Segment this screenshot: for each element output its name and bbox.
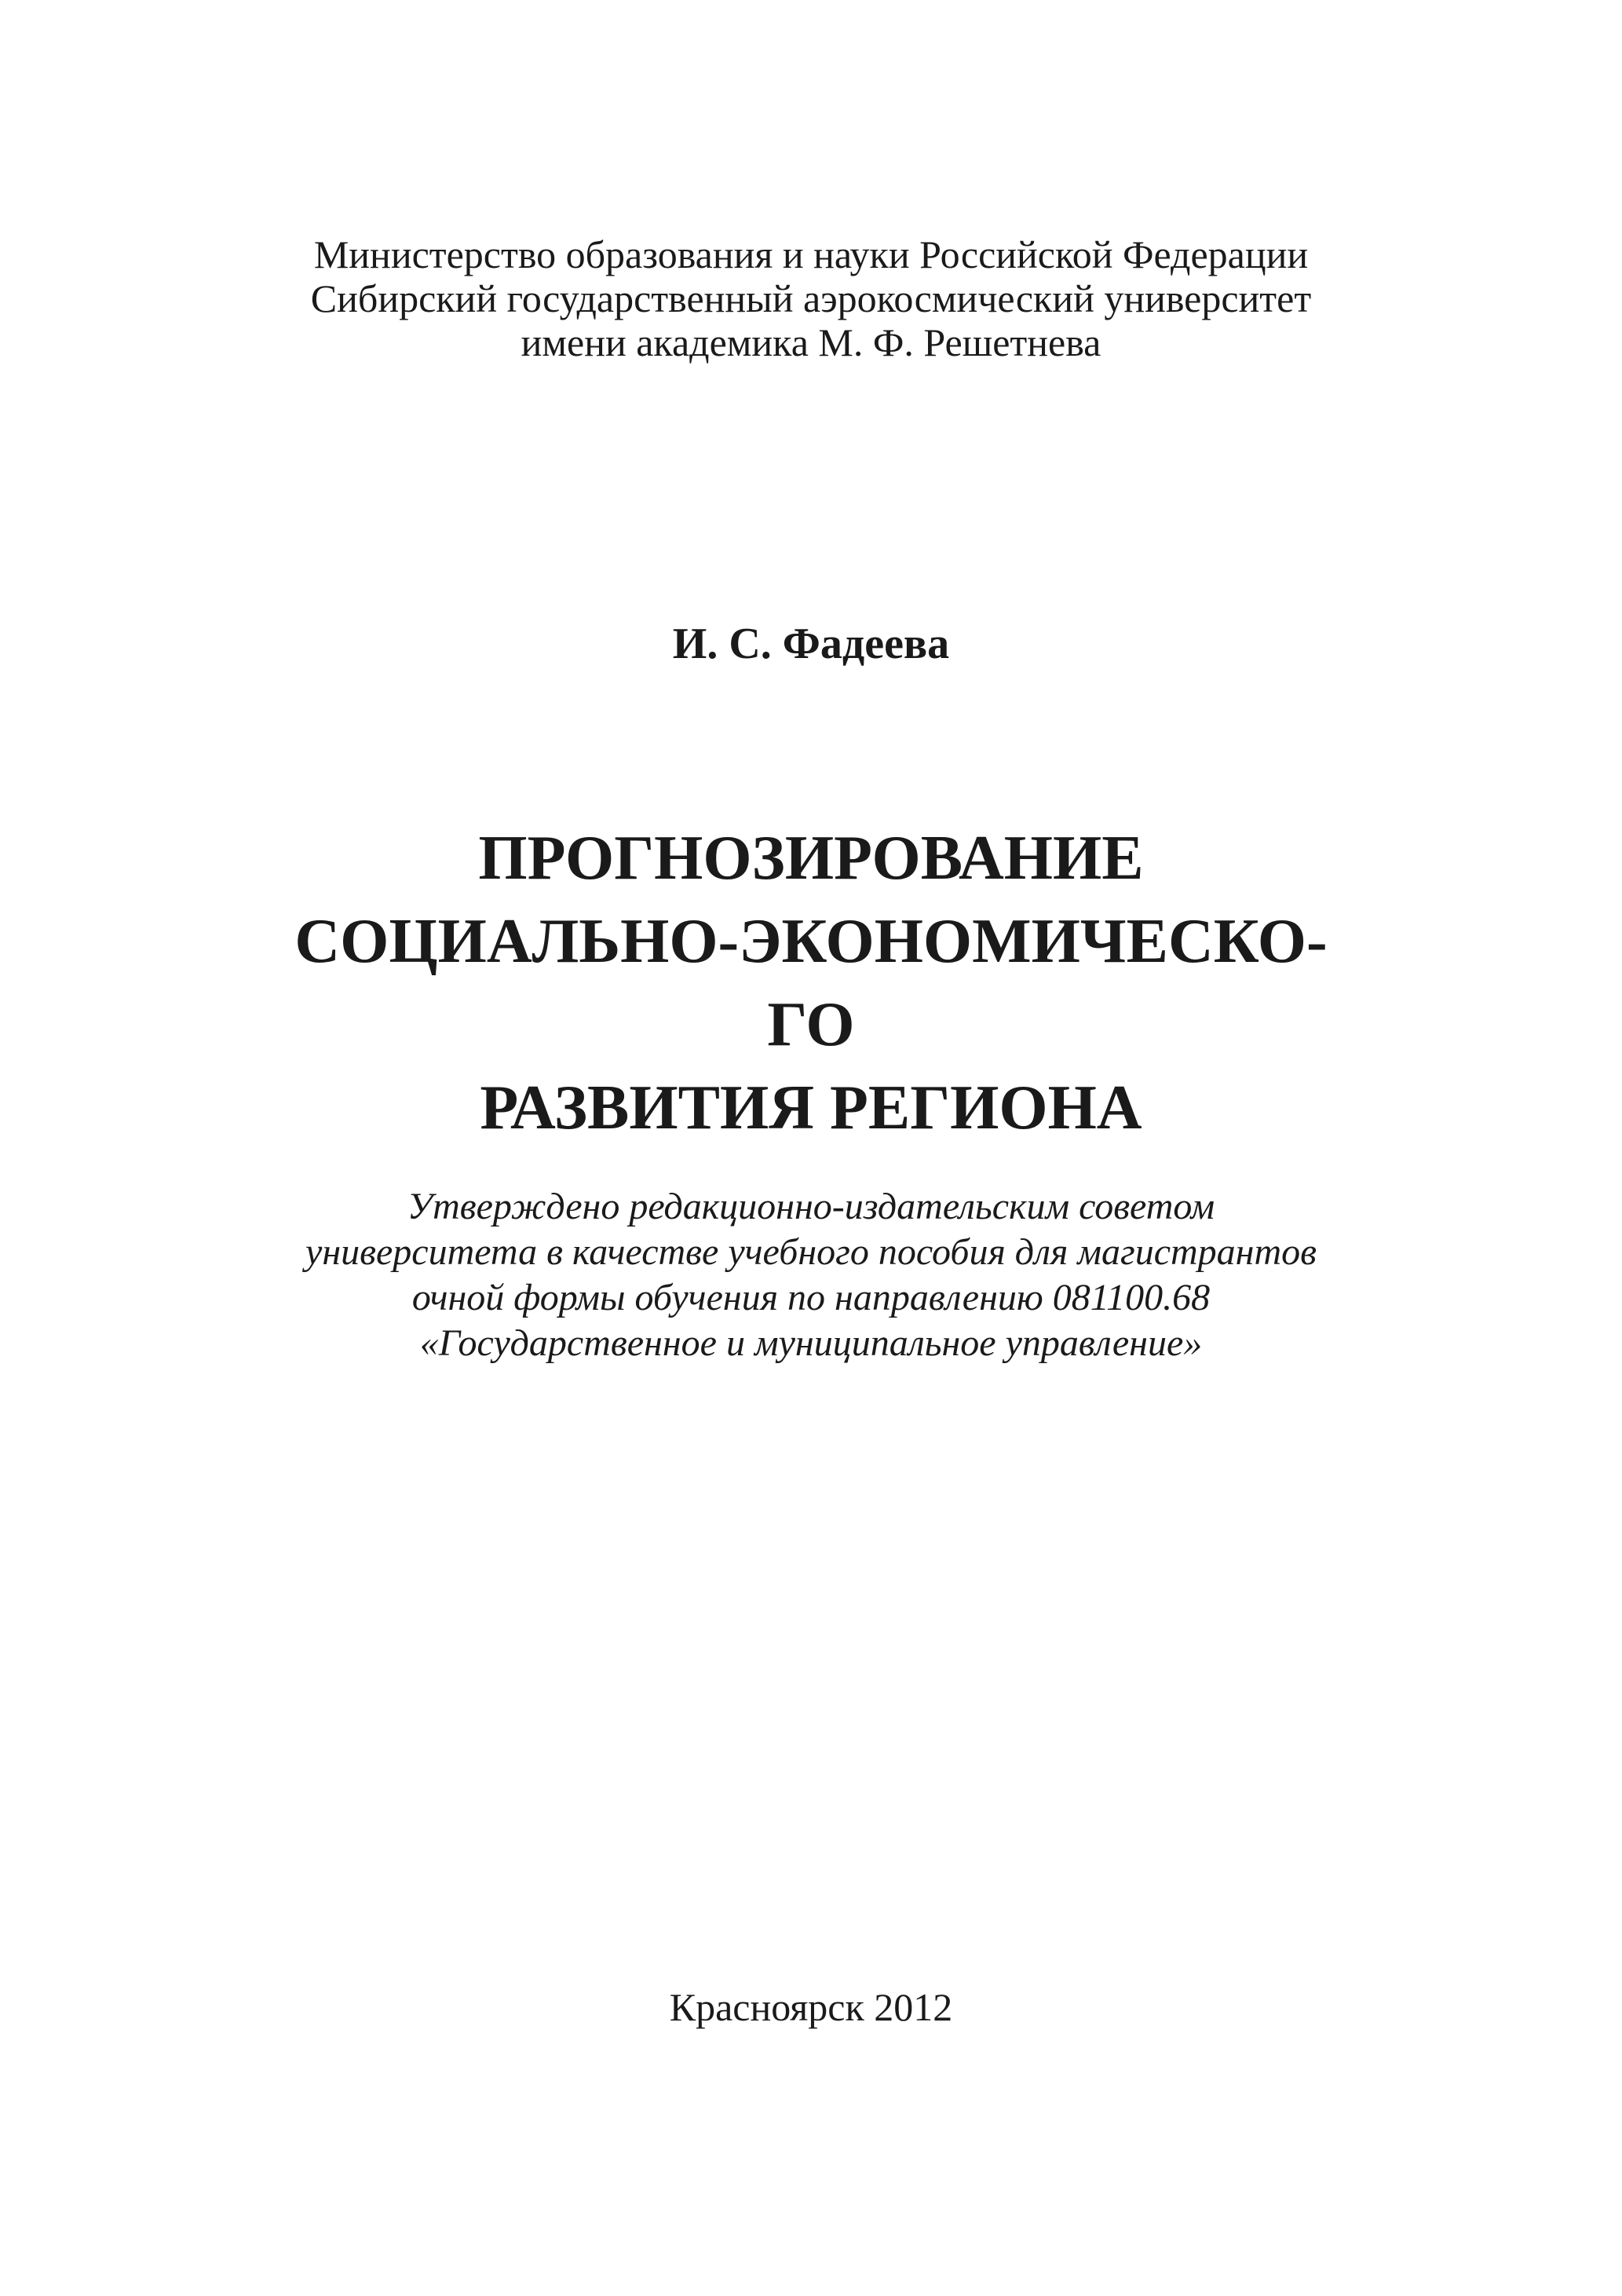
approval-line: Утверждено редакционно-издательским советом [407, 1186, 1215, 1227]
university-line: Сибирский государственный аэрокосмический университет [310, 276, 1312, 320]
book-title [0, 817, 1622, 1150]
imprint [0, 1985, 1622, 2029]
approval-line: «Государственное и муниципальное управление» [419, 1322, 1203, 1364]
ministry-line: Министерство образования и науки Российской Федерации [313, 232, 1309, 276]
title-line: РАЗВИТИЯ РЕГИОНА [480, 1073, 1142, 1143]
author-name: И. С. Фадеева [672, 620, 950, 668]
approval-note [0, 1184, 1622, 1366]
title-line: СОЦИАЛЬНО-ЭКОНОМИЧЕСКО- [294, 907, 1328, 976]
title-line: ГО [767, 990, 855, 1059]
institution-header [0, 232, 1622, 364]
title-line: ПРОГНОЗИРОВАНИЕ [478, 824, 1144, 893]
approval-line: очной формы обучения по направлению 081100.68 [411, 1277, 1211, 1318]
city-year: Красноярск 2012 [669, 1985, 953, 2029]
approval-line: университета в качестве учебного пособия для магистрантов [305, 1231, 1317, 1273]
university-namesake-line: имени академика М. Ф. Решетнева [521, 320, 1101, 364]
author-block [0, 619, 1622, 669]
